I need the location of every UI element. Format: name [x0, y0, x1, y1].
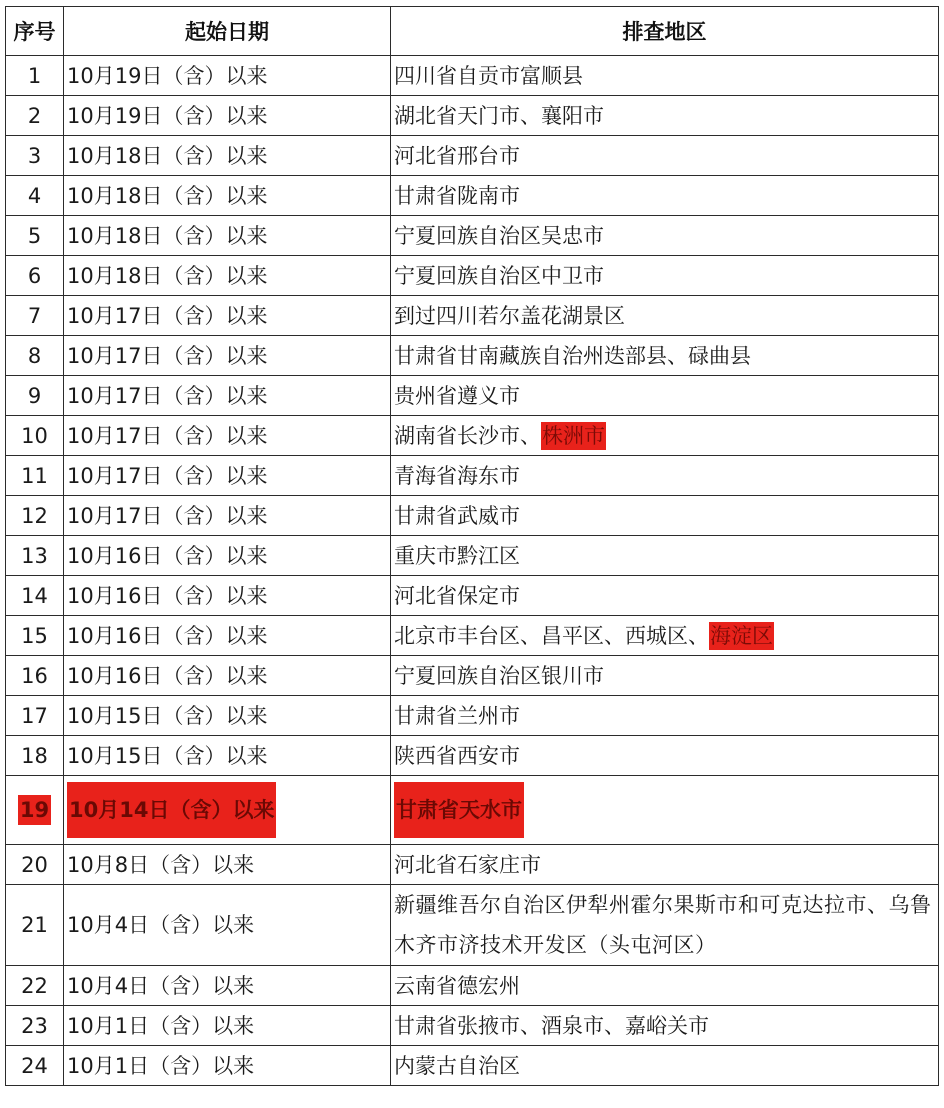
row-area: 四川省自贡市富顺县: [391, 56, 939, 96]
row-date: 10月18日（含）以来: [64, 136, 391, 176]
table-row: [6, 1006, 939, 1046]
row-seq: [6, 776, 64, 845]
table-row: [6, 136, 939, 176]
table-row: [6, 256, 939, 296]
row-seq: 14: [6, 576, 64, 616]
row-date: 10月16日（含）以来: [64, 536, 391, 576]
row-date: 10月1日（含）以来: [64, 1046, 391, 1086]
row-date: 10月17日（含）以来: [64, 336, 391, 376]
table-row: [6, 885, 939, 966]
table-row: [6, 296, 939, 336]
row-seq: 21: [6, 885, 64, 966]
row-area: 宁夏回族自治区银川市: [391, 656, 939, 696]
row-seq: 20: [6, 845, 64, 885]
row-area: 重庆市黔江区: [391, 536, 939, 576]
row-area: 内蒙古自治区: [391, 1046, 939, 1086]
row-seq: 15: [6, 616, 64, 656]
row-date: 10月15日（含）以来: [64, 696, 391, 736]
row-seq: 2: [6, 96, 64, 136]
table-row: [6, 656, 939, 696]
table-row: [6, 96, 939, 136]
table-row: [6, 845, 939, 885]
row-area: 云南省德宏州: [391, 966, 939, 1006]
row-date: 10月17日（含）以来: [64, 456, 391, 496]
row-date: 10月1日（含）以来: [64, 1006, 391, 1046]
row-date: 10月15日（含）以来: [64, 736, 391, 776]
table-row: [6, 736, 939, 776]
row-area: 宁夏回族自治区吴忠市: [391, 216, 939, 256]
investigation-table-sheet: [5, 6, 938, 1086]
row-seq: 6: [6, 256, 64, 296]
row-seq: 5: [6, 216, 64, 256]
row-area: 甘肃省陇南市: [391, 176, 939, 216]
table-header-row: [6, 7, 939, 56]
table-row: [6, 56, 939, 96]
highlighted-area: 甘肃省天水市: [394, 782, 524, 838]
row-date: 10月17日（含）以来: [64, 376, 391, 416]
row-date: 10月19日（含）以来: [64, 96, 391, 136]
row-area: [391, 416, 939, 456]
table-row: [6, 456, 939, 496]
highlighted-area: 海淀区: [710, 623, 773, 648]
row-seq: 17: [6, 696, 64, 736]
table-row: [6, 696, 939, 736]
header-seq: 序号: [6, 7, 64, 56]
row-area: [391, 616, 939, 656]
table-row: [6, 176, 939, 216]
row-date: 10月18日（含）以来: [64, 216, 391, 256]
row-date: 10月8日（含）以来: [64, 845, 391, 885]
row-seq: 11: [6, 456, 64, 496]
table-row: [6, 1046, 939, 1086]
row-seq: 4: [6, 176, 64, 216]
row-area: 陕西省西安市: [391, 736, 939, 776]
table-row: [6, 496, 939, 536]
row-date: 10月18日（含）以来: [64, 176, 391, 216]
table-row: [6, 966, 939, 1006]
row-area: [391, 776, 939, 845]
row-date: 10月19日（含）以来: [64, 56, 391, 96]
row-seq: 12: [6, 496, 64, 536]
row-date: 10月4日（含）以来: [64, 966, 391, 1006]
row-area: 甘肃省张掖市、酒泉市、嘉峪关市: [391, 1006, 939, 1046]
table-row: [6, 376, 939, 416]
row-seq: 3: [6, 136, 64, 176]
row-area: 宁夏回族自治区中卫市: [391, 256, 939, 296]
table-row: [6, 216, 939, 256]
row-date: 10月4日（含）以来: [64, 885, 391, 966]
row-area: 甘肃省甘南藏族自治州迭部县、碌曲县: [391, 336, 939, 376]
row-area: 河北省保定市: [391, 576, 939, 616]
highlighted-seq: 19: [18, 795, 51, 825]
row-date: 10月17日（含）以来: [64, 416, 391, 456]
header-area: 排查地区: [391, 7, 939, 56]
row-date: 10月17日（含）以来: [64, 296, 391, 336]
table-row: [6, 536, 939, 576]
investigation-table: [5, 6, 939, 1086]
table-row: [6, 576, 939, 616]
row-area-text: 北京市丰台区、昌平区、西城区、: [394, 623, 709, 648]
row-date: [64, 776, 391, 845]
row-seq: 10: [6, 416, 64, 456]
row-date: 10月16日（含）以来: [64, 576, 391, 616]
header-date: 起始日期: [64, 7, 391, 56]
table-row-highlighted: [6, 776, 939, 845]
row-date: 10月16日（含）以来: [64, 616, 391, 656]
table-row: [6, 336, 939, 376]
row-date: 10月17日（含）以来: [64, 496, 391, 536]
row-seq: 13: [6, 536, 64, 576]
row-area: 河北省石家庄市: [391, 845, 939, 885]
row-seq: 7: [6, 296, 64, 336]
row-date: 10月16日（含）以来: [64, 656, 391, 696]
row-seq: 16: [6, 656, 64, 696]
row-seq: 9: [6, 376, 64, 416]
highlighted-area: 株洲市: [542, 423, 605, 448]
table-row: [6, 616, 939, 656]
row-area: 贵州省遵义市: [391, 376, 939, 416]
row-seq: 22: [6, 966, 64, 1006]
row-date: 10月18日（含）以来: [64, 256, 391, 296]
row-area: 到过四川若尔盖花湖景区: [391, 296, 939, 336]
highlighted-date: 10月14日（含）以来: [67, 782, 276, 838]
row-area: 新疆维吾尔自治区伊犁州霍尔果斯市和可克达拉市、乌鲁木齐市济技术开发区（头屯河区）: [391, 885, 939, 966]
row-area: 甘肃省武威市: [391, 496, 939, 536]
row-seq: 23: [6, 1006, 64, 1046]
row-area: 湖北省天门市、襄阳市: [391, 96, 939, 136]
row-seq: 8: [6, 336, 64, 376]
table-row: [6, 416, 939, 456]
row-seq: 18: [6, 736, 64, 776]
row-area: 河北省邢台市: [391, 136, 939, 176]
row-area: 甘肃省兰州市: [391, 696, 939, 736]
row-area-text: 湖南省长沙市、: [394, 423, 541, 448]
row-seq: 1: [6, 56, 64, 96]
row-area: 青海省海东市: [391, 456, 939, 496]
row-seq: 24: [6, 1046, 64, 1086]
